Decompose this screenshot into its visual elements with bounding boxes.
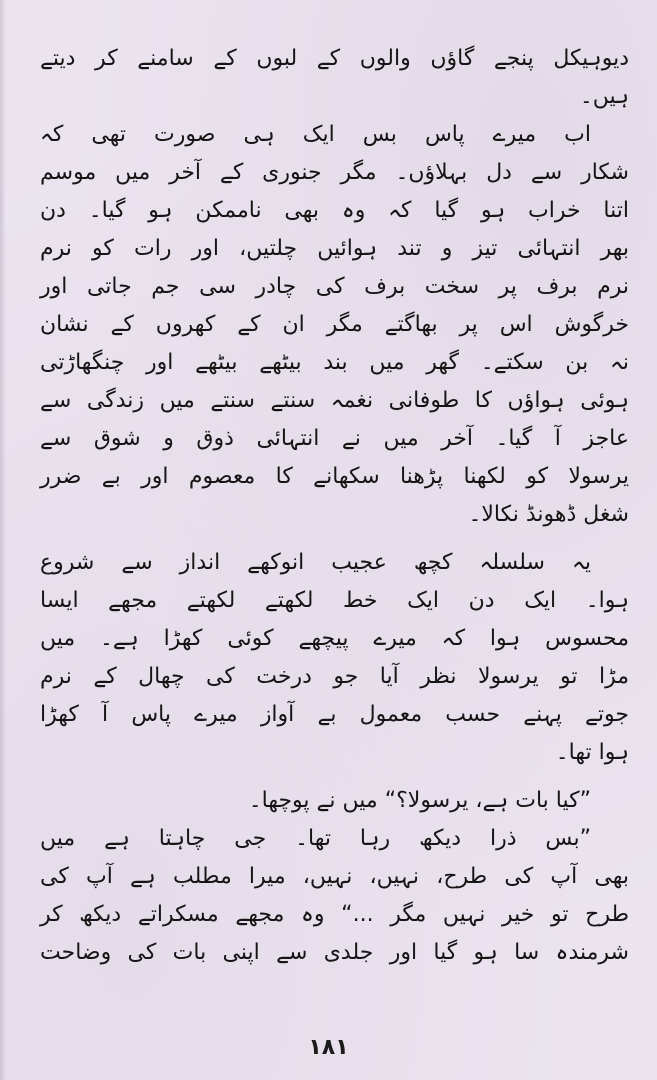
text-line: شکار سے دل بہلاؤں۔ مگر جنوری کے آخر میں موسم (40, 160, 629, 185)
text-line: یرسولا کو لکھنا پڑھنا سکھانے کا معصوم اور بے ضرر (40, 464, 629, 489)
text-line: بھی آپ کی طرح، نہیں، نہیں، میرا مطلب ہے آپ کی (40, 864, 629, 889)
text-line: جوتے پہنے حسب معمول بے آواز میرے پاس آ کھڑا (40, 702, 629, 727)
text-line: بھر انتہائی تیز و تند ہوائیں چلتیں، اور رات کو نرم (40, 236, 629, 261)
text-line: ہوا تھا۔ (555, 740, 629, 765)
text-line: دیوہیکل پنجے گاؤں والوں کے لبوں کے سامنے کر دیتے (40, 46, 629, 71)
text-line: ”بس ذرا دیکھ رہا تھا۔ جی چاہتا ہے میں (40, 826, 591, 851)
text-line: خرگوش اس پر بھاگتے مگر ان کے کھروں کے نشان (40, 312, 629, 337)
text-line: شغل ڈھونڈ نکالا۔ (468, 502, 629, 527)
text-line: ”کیا بات ہے، یرسولا؟“ میں نے پوچھا۔ (248, 788, 591, 813)
text-line: نرم برف پر سخت برف کی چادر سی جم جاتی اور (40, 274, 629, 299)
text-line: ہیں۔ (579, 84, 629, 109)
text-line: ہوا۔ ایک دن ایک خط لکھتے لکھتے مجھے ایسا (40, 588, 629, 613)
text-line: مڑا تو یرسولا نظر آیا جو درخت کی چھال کے نرم (40, 664, 629, 689)
text-line: طرح تو خیر نہیں مگر ...“ وہ مجھے مسکراتے دیکھ کر (40, 902, 629, 927)
page-text (40, 40, 629, 972)
text-line: یہ سلسلہ کچھ عجیب انوکھے انداز سے شروع (40, 550, 591, 575)
text-line: نہ بن سکتے۔ گھر میں بند بیٹھے بیٹھے اور چنگھاڑتی (40, 350, 629, 375)
text-line: اتنا خراب ہو گیا کہ وہ بھی ناممکن ہو گیا۔ دن (40, 198, 629, 223)
page-edge-shadow (0, 0, 6, 1080)
text-line: محسوس ہوا کہ میرے پیچھے کوئی کھڑا ہے۔ میں (40, 626, 629, 651)
text-line: شرمندہ سا ہو گیا اور جلدی سے اپنی بات کی وضاحت (40, 940, 629, 965)
text-line: عاجز آ گیا۔ آخر میں نے انتہائی ذوق و شوق سے (40, 426, 629, 451)
text-line: ہوئی ہواؤں کا طوفانی نغمہ سنتے سنتے میں زندگی سے (40, 388, 629, 413)
page-number: ١٨١ (308, 1035, 349, 1060)
text-line: اب میرے پاس بس ایک ہی صورت تھی کہ (40, 122, 591, 147)
